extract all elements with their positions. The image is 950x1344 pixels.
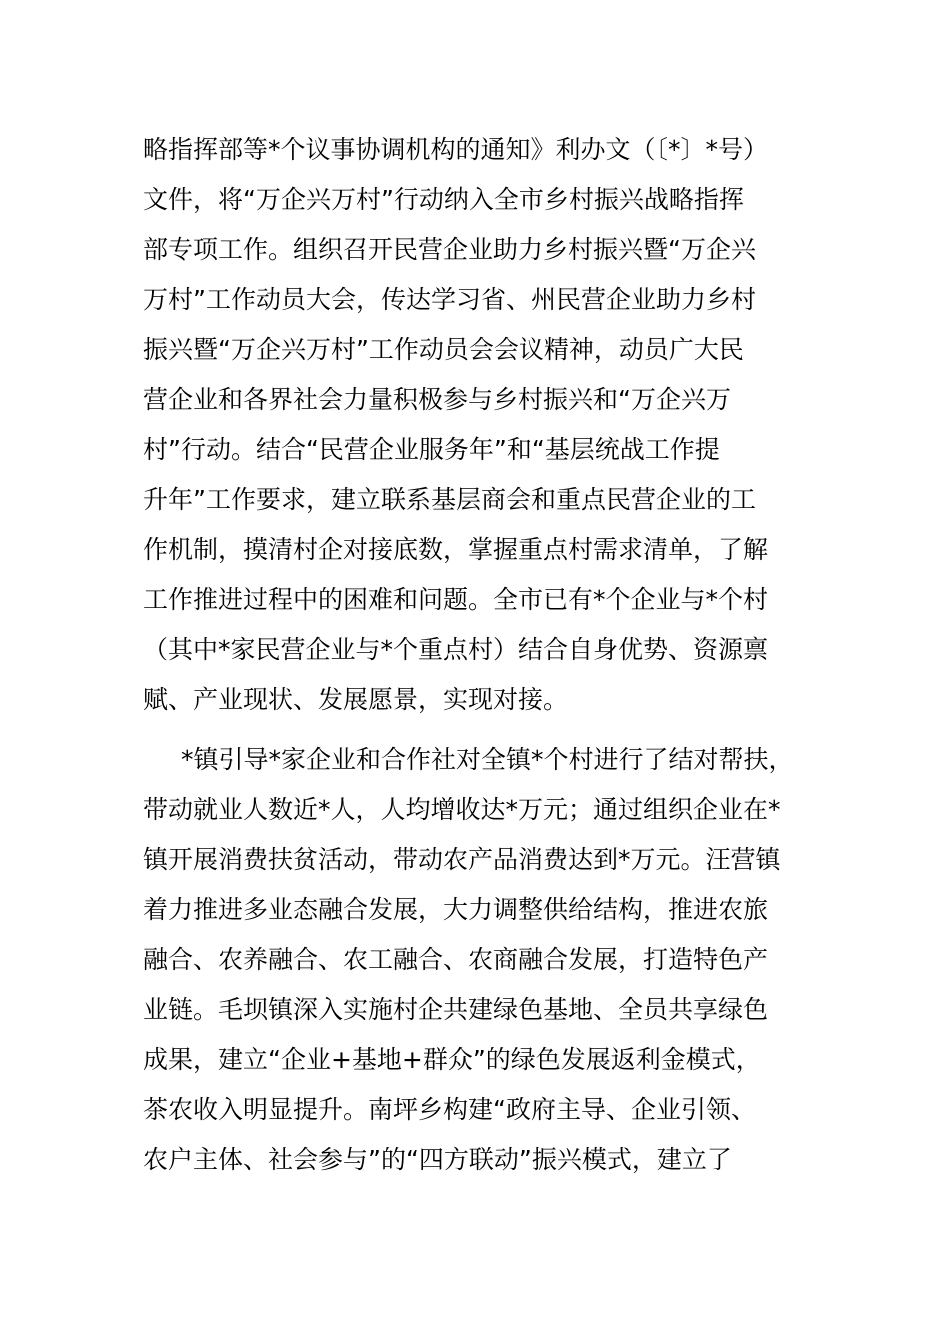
text-line: 茶农收入明显提升。南坪乡构建“政府主导、企业引领、 [143,1095,756,1124]
text-line: 升年”工作要求，建立联系基层商会和重点民营企业的工 [143,485,756,514]
text-line: 部专项工作。组织召开民营企业助力乡村振兴暨“万企兴 [143,235,756,264]
text-line: （其中*家民营企业与*个重点村）结合自身优势、资源禀 [143,635,769,664]
text-line: 略指挥部等*个议事协调机构的通知》利办文（〔*〕*号） [143,135,769,164]
text-line: 文件，将“万企兴万村”行动纳入全市乡村振兴战略指挥 [143,185,744,214]
text-line: 着力推进多业态融合发展，大力调整供给结构，推进农旅 [143,895,769,924]
text-line: 营企业和各界社会力量积极参与乡村振兴和“万企兴万 [143,385,731,414]
text-line: 融合、农养融合、农工融合、农商融合发展，打造特色产 [143,945,769,974]
text-line: 镇开展消费扶贫活动，带动农产品消费达到*万元。汪营镇 [143,845,781,874]
text-line: 振兴暨“万企兴万村”工作动员会会议精神，动员广大民 [143,335,744,364]
text-line: 万村”工作动员大会，传达学习省、州民营企业助力乡村 [143,285,756,314]
text-line: 村”行动。结合“民营企业服务年”和“基层统战工作提 [143,435,720,464]
text-line: *镇引导*家企业和合作社对全镇*个村进行了结对帮扶， [181,745,794,774]
text-line: 成果，建立“企业+基地+群众”的绿色发展返利金模式， [143,1045,761,1074]
text-line: 业链。毛坝镇深入实施村企共建绿色基地、全员共享绿色 [143,995,769,1024]
text-line: 作机制，摸清村企对接底数，掌握重点村需求清单，了解 [143,535,769,564]
text-line: 赋、产业现状、发展愿景，实现对接。 [143,685,569,714]
text-line: 工作推进过程中的困难和问题。全市已有*个企业与*个村 [143,585,769,614]
text-line: 带动就业人数近*人，人均增收达*万元；通过组织企业在* [143,795,781,824]
text-line: 农户主体、社会参与”的“四方联动”振兴模式，建立了 [143,1145,732,1174]
